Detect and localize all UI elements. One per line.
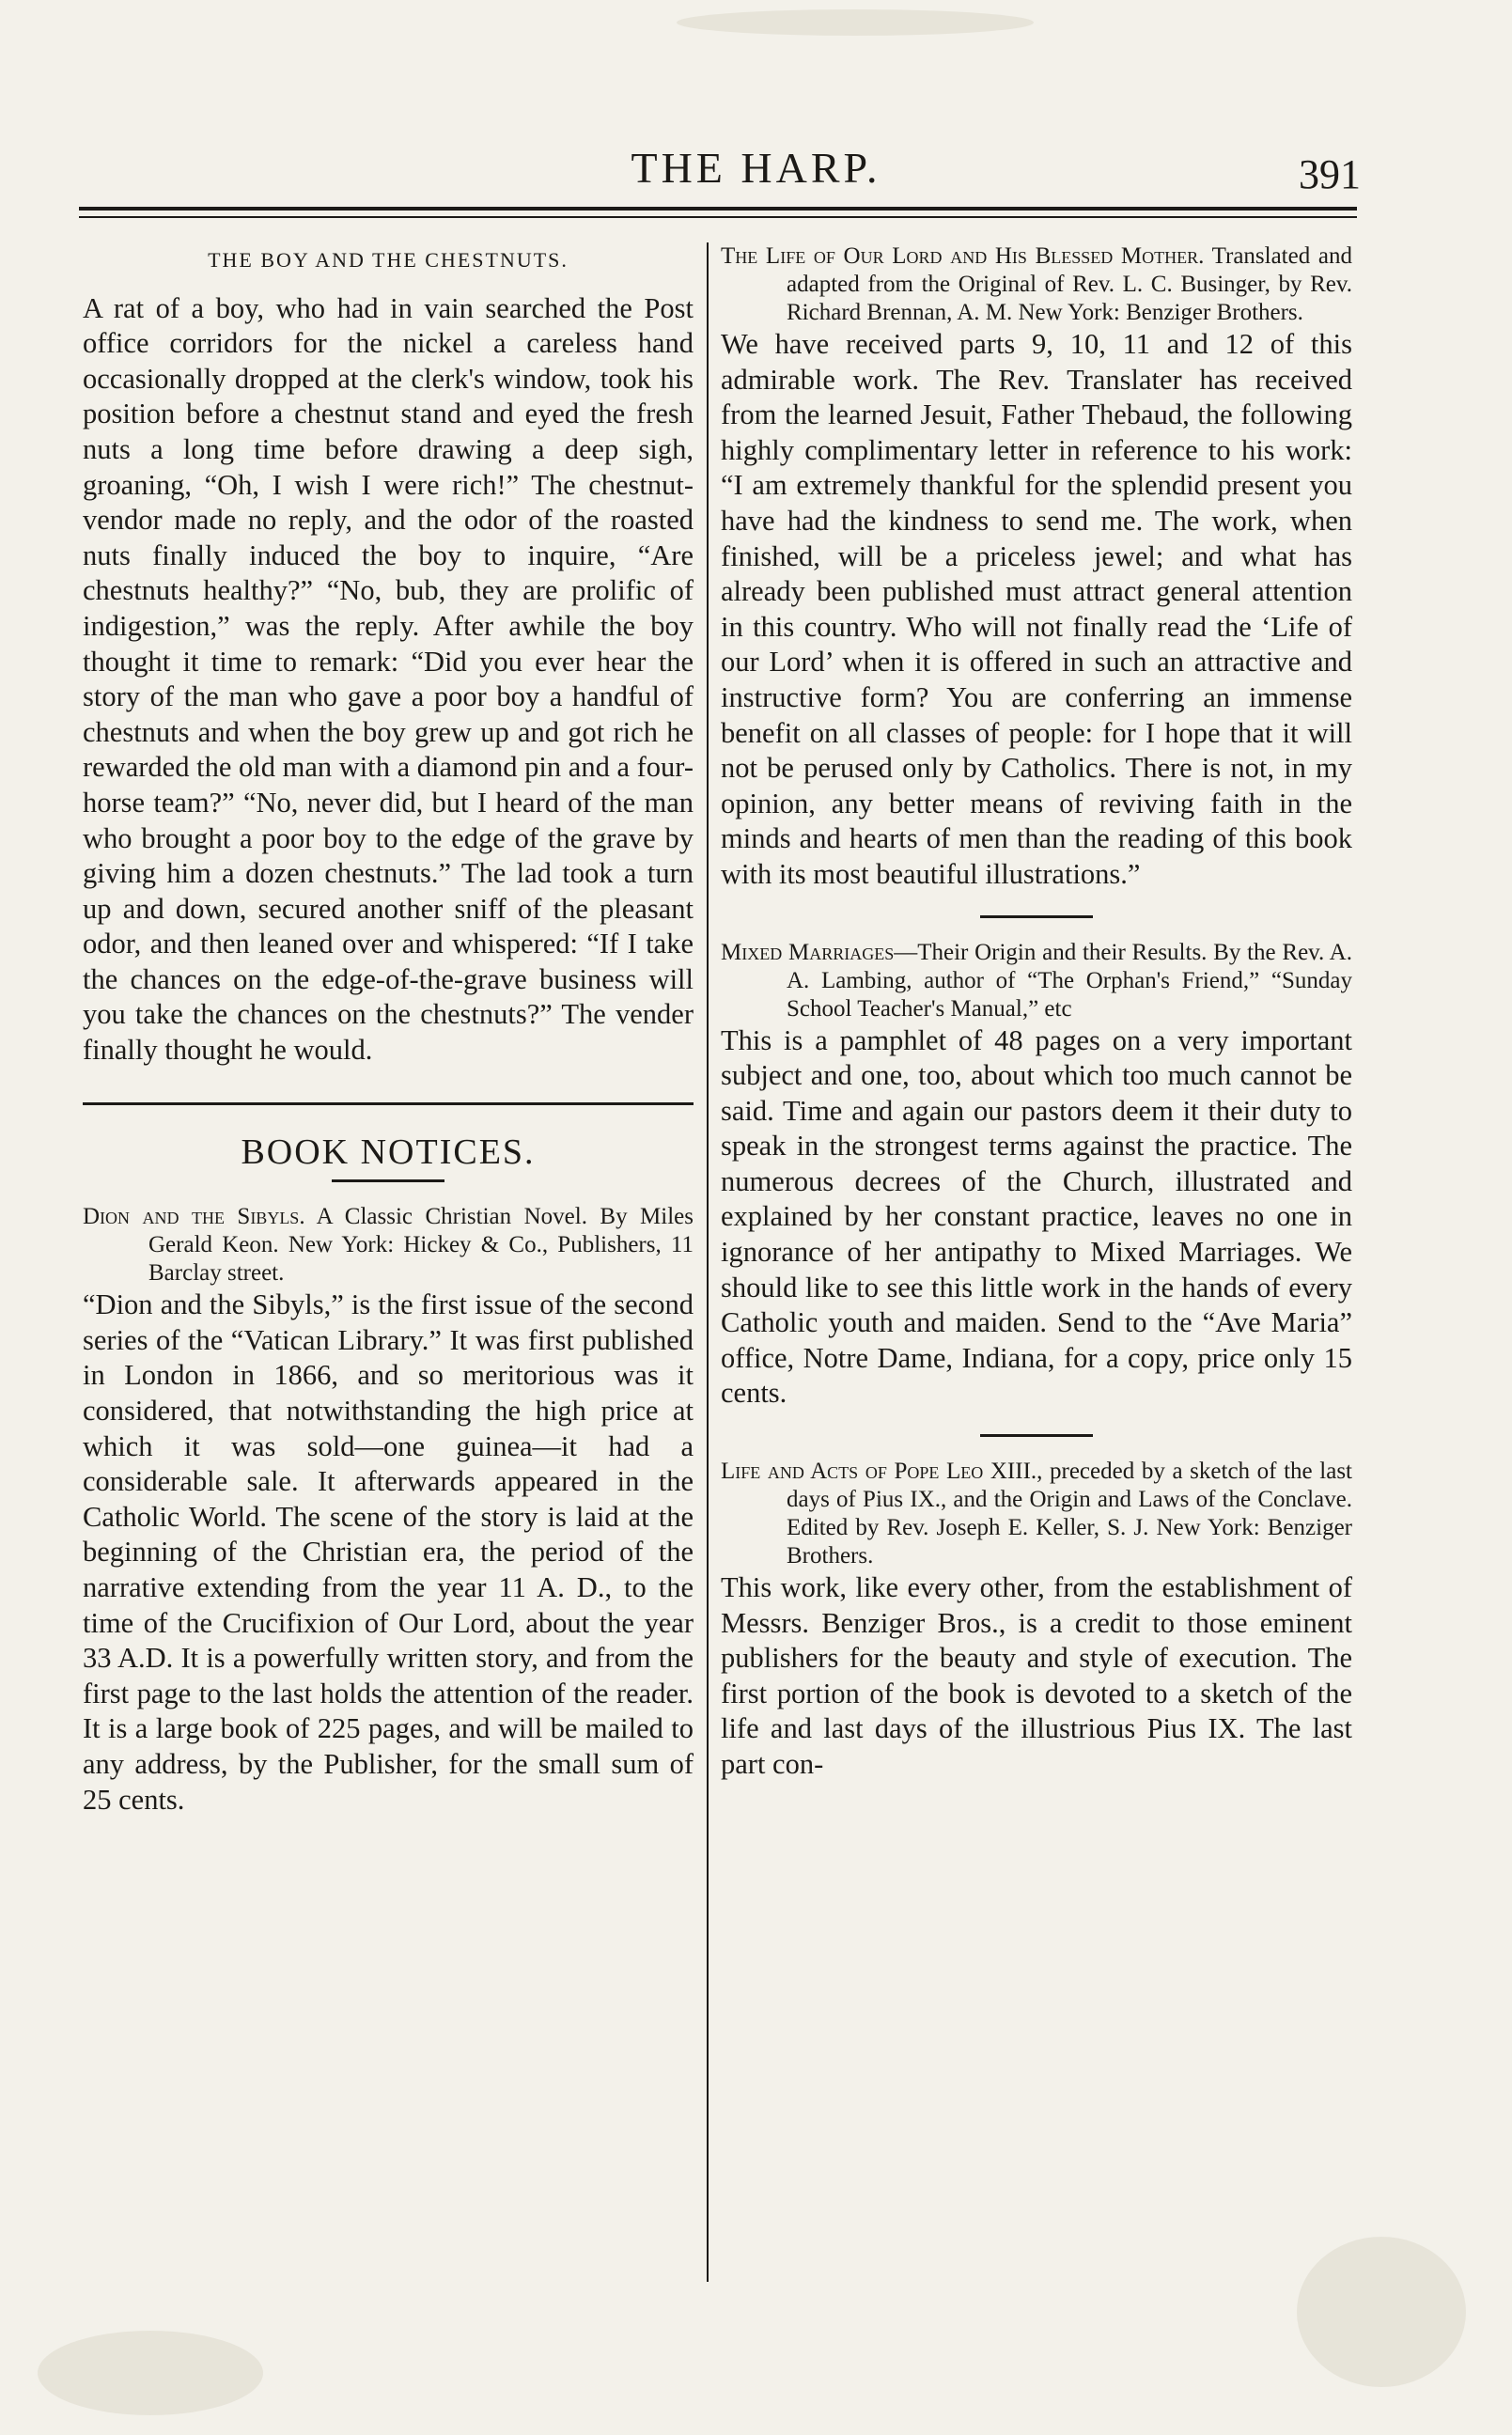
paper-stain xyxy=(38,2331,263,2415)
book-review-mixed-marriages: This is a pamphlet of 48 pages on a very important subject and one, too, about which too much cannot be said. Time and again our pastors deem it their duty to speak in the strongest terms against the practice. The numerous decrees of the Church, illustrated and explained by her constant practice, leaves no one in ignorance of her antipathy to Mixed Marriages. We should like to see this little work in the hands of every Catholic youth and maiden. Send to the “Ave Maria” office, Notre Dame, Indiana, for a copy, price only 15 cents. xyxy=(721,1023,1352,1410)
section-heading: BOOK NOTICES. xyxy=(241,1132,536,1172)
book-title: Dion and the Sibyls. xyxy=(83,1204,305,1230)
book-review-life-of-our-lord: We have received parts 9, 10, 11 and 12 of this admirable work. The Rev. Translater has received from the learned Jesuit, Father Thebaud, the following highly complimentary letter in reference to his work: “I am extremely thankful for the splendid present you have had the kindness to send me. The work, when finished, will be a priceless jewel; and what has already been published must attract general attention in this country. Who will not finally read the ‘Life of our Lord’ when it is offered in such an attractive and instructive form? You are conferring an immense benefit on all classes of people: for I hope that it will not be perused only by Catholics. There is not, in my opinion, any better means of reviving faith in the minds and hearts of men than the reading of this book with its most beautiful illustrations.” xyxy=(721,328,1352,890)
left-column xyxy=(83,242,694,1818)
page-number: 391 xyxy=(1299,151,1361,197)
book-details: preceded by a sketch of the last days of Pius IX., and the Origin and Laws of the Conclave. Edited by Rev. Joseph E. Keller, S. J. New York: Benziger Brothers. xyxy=(787,1459,1352,1569)
book-entry-leo-xiii xyxy=(721,1458,1352,1570)
book-entry-dion xyxy=(83,1203,694,1288)
section-rule xyxy=(83,1102,694,1105)
header-rule-thin xyxy=(79,216,1357,218)
book-entry-mixed-marriages xyxy=(721,939,1352,1023)
short-rule xyxy=(980,915,1093,918)
paper-stain xyxy=(1297,2237,1466,2387)
story-heading: THE BOY AND THE CHESTNUTS. xyxy=(208,248,569,272)
book-details: Translated and adapted from the Original of Rev. L. C. Businger, by Rev. Richard Brennan, A. M. New York: Benziger Brothers. xyxy=(787,243,1352,325)
book-title: The Life of Our Lord and His Blessed Mother. xyxy=(721,243,1205,269)
book-title: Life and Acts of Pope Leo XIII., xyxy=(721,1459,1043,1485)
short-rule xyxy=(332,1179,444,1182)
book-title: Mixed Marriages xyxy=(721,939,895,965)
book-review-leo-xiii: This work, like every other, from the establishment of Messrs. Benziger Bros., is a credit to those eminent publishers for the beauty and style of execution. The first portion of the book is devoted to a sketch of the life and last days of the illustrious Pius IX. The last part con- xyxy=(721,1571,1352,1780)
column-divider xyxy=(707,242,709,2282)
short-rule xyxy=(980,1434,1093,1437)
paper-stain xyxy=(677,9,1034,36)
book-details: —Their Origin and their Results. By the Rev. A. A. Lambing, author of “The Orphan's Friend,” “Sunday School Teacher's Manual,” etc xyxy=(787,939,1352,1022)
running-head: THE HARP. xyxy=(631,144,881,192)
story-body: A rat of a boy, who had in vain searched the Post office corridors for the nickel a careless hand occasionally dropped at the clerk's window, took his position before a chestnut stand and eyed the fresh nuts a long time before drawing a deep sigh, groaning, “Oh, I wish I were rich!” The chestnut-vendor made no reply, and the odor of the roasted nuts finally induced the boy to inquire, “Are chestnuts healthy?” “No, bub, they are prolific of indigestion,” was the reply. After awhile the boy thought it time to remark: “Did you ever hear the story of the man who gave a poor boy a handful of chestnuts and when the boy grew up and got rich he rewarded the old man with a diamond pin and a four-horse team?” “No, never did, but I heard of the man who brought a poor boy to the edge of the grave by giving him a dozen chestnuts.” The lad took a turn up and down, secured another sniff of the pleasant odor, and then leaned over and whispered: “If I take the chances on the edge-of-the-grave business will you take the chances on the chestnuts?” The vender finally thought he would. xyxy=(83,291,694,1067)
right-column xyxy=(721,242,1352,1783)
book-review-dion: “Dion and the Sibyls,” is the first issue of the second series of the “Vatican Library.” It was first published in London in 1866, and so meritorious was it considered, that notwithstanding the high price at which it was sold—one guinea—it had a considerable sale. It afterwards appeared in the Catholic World. The scene of the story is laid at the beginning of the Christian era, the period of the narrative extending from the year 11 A. D., to the time of the Crucifixion of Our Lord, about the year 33 A.D. It is a powerfully written story, and from the first page to the last holds the attention of the reader. It is a large book of 225 pages, and will be mailed to any address, by the Publisher, for the small sum of 25 cents. xyxy=(83,1288,694,1816)
book-entry-life-of-our-lord xyxy=(721,242,1352,327)
header-rule-thick xyxy=(79,207,1357,211)
book-details: A Classic Christian Novel. By Miles Gerald Keon. New York: Hickey & Co., Publishers, 11 Barclay street. xyxy=(148,1204,694,1287)
